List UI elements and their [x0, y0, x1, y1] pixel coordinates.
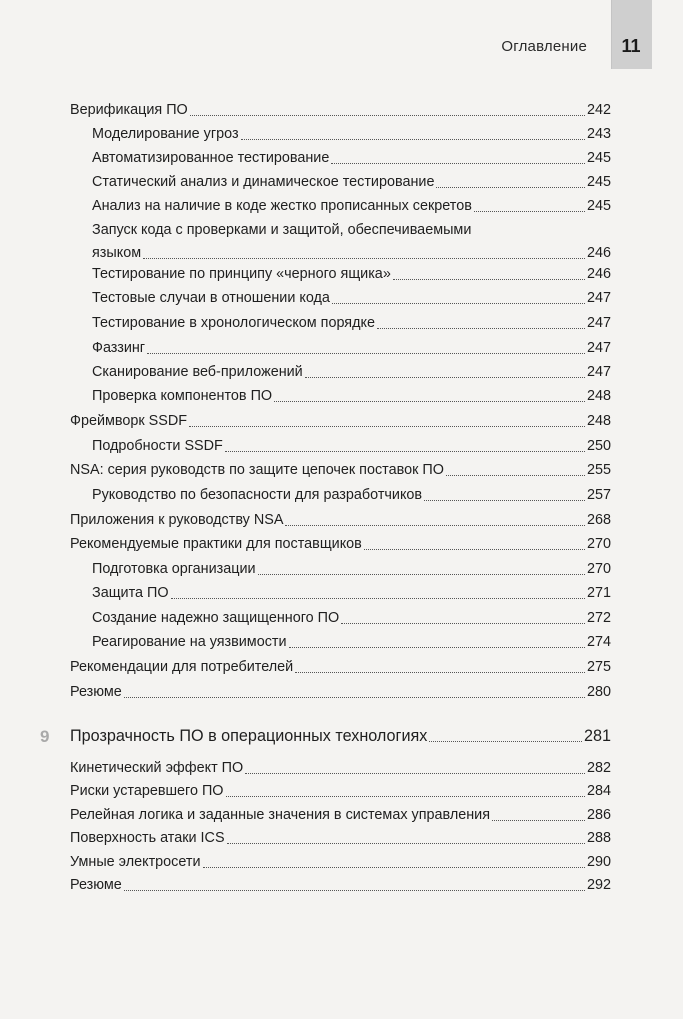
leader-dots: [124, 697, 585, 698]
toc-entry-title: Реагирование на уязвимости: [92, 634, 287, 650]
leader-dots: [289, 647, 585, 648]
toc-entry-title: Фаззинг: [92, 340, 146, 356]
toc-entry: [0, 512, 683, 529]
toc-entry: [0, 222, 683, 262]
toc-entry: [0, 684, 683, 701]
toc-entry-title: Подробности SSDF: [92, 438, 223, 454]
toc-entry: [0, 634, 683, 651]
leader-dots: [305, 377, 585, 378]
leader-dots: [393, 279, 585, 280]
leader-dots: [331, 163, 585, 164]
toc-entry-title: NSA: серия руководств по защите цепочек поставок ПО: [70, 462, 444, 478]
toc-entry-page: 248: [586, 388, 611, 404]
toc-entry-title: Тестирование в хронологическом порядке: [92, 315, 375, 331]
toc-entry: [0, 150, 683, 167]
toc-entry: [0, 610, 683, 627]
toc-entry: [0, 438, 683, 455]
toc-entry-title: Умные электросети: [70, 854, 201, 870]
leader-dots: [143, 258, 585, 259]
toc-entry: [0, 783, 683, 800]
toc-entry: [0, 315, 683, 332]
toc-entry-title: Кинетический эффект ПО: [70, 760, 244, 776]
toc-entry-title: Рекомендации для потребителей: [70, 659, 294, 675]
chapter-number: 9: [40, 727, 50, 746]
chapter-heading: [0, 727, 683, 746]
toc-entry-title: Тестирование по принципу «черного ящика»: [92, 266, 391, 282]
toc-entry-page: 290: [586, 854, 611, 870]
toc-entry: [0, 126, 683, 143]
toc-entry-page: 248: [586, 413, 611, 429]
toc-entry: [0, 462, 683, 479]
leader-dots: [245, 773, 585, 774]
leader-dots: [474, 211, 585, 212]
toc-entry-title: Риски устаревшего ПО: [70, 783, 224, 799]
toc-entry-page: 284: [586, 783, 611, 799]
chapter-page: 281: [583, 727, 611, 745]
toc-entry-title: Проверка компонентов ПО: [92, 388, 273, 404]
leader-dots: [285, 525, 585, 526]
toc-entry-page: 292: [586, 877, 611, 893]
leader-dots: [341, 623, 585, 624]
toc-entry: [0, 830, 683, 847]
leader-dots: [190, 115, 585, 116]
toc-entry: [0, 364, 683, 381]
toc-entry-title: Верификация ПО: [70, 102, 188, 118]
toc-entry: [0, 561, 683, 578]
toc-entry-page: 245: [586, 198, 611, 214]
leader-dots: [274, 401, 585, 402]
toc-entry-page: 245: [586, 174, 611, 190]
toc-entry: [0, 807, 683, 824]
leader-dots: [429, 741, 582, 742]
leader-dots: [377, 328, 585, 329]
toc-entry-title-line2: языком: [92, 245, 142, 261]
toc-entry-title: Сканирование веб-приложений: [92, 364, 303, 380]
toc-entry-title: Статический анализ и динамическое тестирование: [92, 174, 435, 190]
toc-entry-page: 243: [586, 126, 611, 142]
leader-dots: [492, 820, 585, 821]
toc-entry-title: Резюме: [70, 877, 122, 893]
toc-entry-page: 250: [586, 438, 611, 454]
leader-dots: [424, 500, 585, 501]
toc-entry-title: Руководство по безопасности для разработчиков: [92, 487, 423, 503]
toc-entry-page: 247: [586, 290, 611, 306]
toc-entry-title: Тестовые случаи в отношении кода: [92, 290, 330, 306]
toc-entry-page: 246: [586, 266, 611, 282]
toc-entry-title: Релейная логика и заданные значения в системах управления: [70, 807, 491, 823]
running-header-title: Оглавление: [501, 38, 587, 55]
leader-dots: [332, 303, 585, 304]
leader-dots: [241, 139, 585, 140]
toc-entry-title: Приложения к руководству NSA: [70, 512, 284, 528]
leader-dots: [147, 353, 585, 354]
toc-entry-title: Анализ на наличие в коде жестко прописанных секретов: [92, 198, 472, 214]
leader-dots: [226, 796, 585, 797]
leader-dots: [227, 843, 585, 844]
toc-entry-page: 247: [586, 315, 611, 331]
toc-entry: [0, 198, 683, 215]
leader-dots: [258, 574, 585, 575]
header-tab: [611, 0, 652, 69]
toc-entry-title: Рекомендуемые практики для поставщиков: [70, 536, 362, 552]
toc-entry: [0, 536, 683, 553]
toc-entry-page: 246: [586, 245, 611, 261]
toc-entry-title: Поверхность атаки ICS: [70, 830, 225, 846]
toc-entry-page: 270: [586, 561, 611, 577]
leader-dots: [203, 867, 585, 868]
toc-entry: [0, 487, 683, 504]
toc-entry: [0, 877, 683, 894]
toc-entry: [0, 340, 683, 357]
leader-dots: [225, 451, 585, 452]
toc-entry: [0, 388, 683, 405]
toc-entry-page: 288: [586, 830, 611, 846]
toc-entry-page: 247: [586, 340, 611, 356]
toc-entry-page: 280: [586, 684, 611, 700]
toc-entry: [0, 290, 683, 307]
page-number: 11: [621, 36, 641, 56]
toc-entry-title: Автоматизированное тестирование: [92, 150, 330, 166]
toc-entry-page: 242: [586, 102, 611, 118]
leader-dots: [171, 598, 585, 599]
toc-entry-page: 282: [586, 760, 611, 776]
toc-entry-page: 257: [586, 487, 611, 503]
leader-dots: [364, 549, 585, 550]
toc-entry: [0, 102, 683, 119]
toc-entry: [0, 659, 683, 676]
toc-entry: [0, 266, 683, 283]
toc-entry-title-line1: Запуск кода с проверками и защитой, обеспечиваемыми: [92, 222, 472, 238]
leader-dots: [436, 187, 585, 188]
chapter-title: Прозрачность ПО в операционных технологиях: [70, 727, 428, 745]
toc-entry: [0, 413, 683, 430]
toc-entry-title: Подготовка организации: [92, 561, 256, 577]
toc-entry-page: 274: [586, 634, 611, 650]
leader-dots: [189, 426, 585, 427]
toc-entry-page: 255: [586, 462, 611, 478]
toc-entry-title: Защита ПО: [92, 585, 169, 601]
toc-entry-title: Моделирование угроз: [92, 126, 239, 142]
toc-entry-page: 270: [586, 536, 611, 552]
toc-entry-page: 286: [586, 807, 611, 823]
toc-entry-title: Фреймворк SSDF: [70, 413, 188, 429]
toc-entry: [0, 585, 683, 602]
toc-entry: [0, 760, 683, 777]
toc-entry-page: 271: [586, 585, 611, 601]
toc-entry-title: Резюме: [70, 684, 122, 700]
leader-dots: [446, 475, 585, 476]
toc-entry: [0, 854, 683, 871]
leader-dots: [124, 890, 585, 891]
toc-entry: [0, 174, 683, 191]
toc-entry-page: 275: [586, 659, 611, 675]
toc-entry-page: 272: [586, 610, 611, 626]
toc-entry-page: 247: [586, 364, 611, 380]
toc-entry-page: 268: [586, 512, 611, 528]
toc-entry-page: 245: [586, 150, 611, 166]
toc-entry-title: Создание надежно защищенного ПО: [92, 610, 340, 626]
leader-dots: [295, 672, 585, 673]
